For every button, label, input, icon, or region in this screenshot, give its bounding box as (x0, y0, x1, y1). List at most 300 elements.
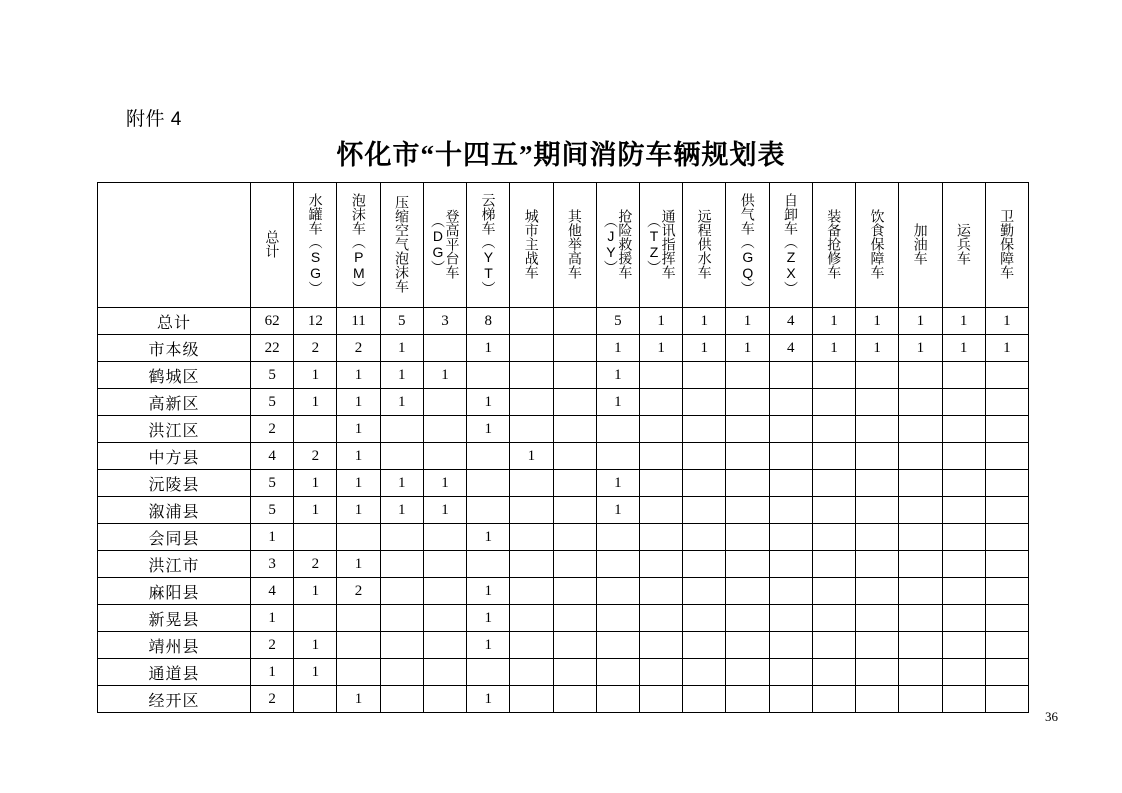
table-cell: 62 (251, 308, 294, 335)
table-cell (985, 551, 1028, 578)
table-cell (639, 659, 682, 686)
row-header-region: 靖州县 (98, 632, 251, 659)
table-cell (769, 443, 812, 470)
table-cell: 4 (769, 335, 812, 362)
table-cell (510, 686, 553, 713)
table-cell: 1 (251, 524, 294, 551)
table-cell (899, 362, 942, 389)
table-cell (899, 470, 942, 497)
table-cell: 1 (467, 524, 510, 551)
column-header-total (251, 183, 294, 308)
table-cell: 1 (596, 335, 639, 362)
table-cell (942, 416, 985, 443)
table-cell (942, 497, 985, 524)
column-header-remote-water-supply-label: 远程供水车 (696, 208, 713, 279)
table-cell: 1 (683, 335, 726, 362)
column-header-catering-support-label: 饮食保障车 (869, 208, 886, 279)
table-cell: 1 (510, 443, 553, 470)
table-cell: 1 (899, 335, 942, 362)
column-header-logistics-support (985, 183, 1028, 308)
table-cell: 1 (337, 470, 380, 497)
row-header-region: 鹤城区 (98, 362, 251, 389)
table-cell (942, 578, 985, 605)
table-cell: 5 (251, 362, 294, 389)
table-cell: 1 (812, 335, 855, 362)
table-cell: 1 (467, 605, 510, 632)
table-row (98, 470, 1029, 497)
table-cell (639, 416, 682, 443)
table-row (98, 308, 1029, 335)
table-cell (942, 659, 985, 686)
table-cell: 1 (726, 335, 769, 362)
table-cell: 2 (294, 335, 337, 362)
table-cell: 4 (769, 308, 812, 335)
table-cell: 1 (294, 470, 337, 497)
table-cell (553, 578, 596, 605)
table-row (98, 659, 1029, 686)
column-header-city-main-battle (510, 183, 553, 308)
table-cell (942, 389, 985, 416)
table-cell (683, 416, 726, 443)
table-cell: 1 (380, 497, 423, 524)
table-cell (596, 578, 639, 605)
table-cell (553, 686, 596, 713)
table-cell (942, 605, 985, 632)
row-header-region: 经开区 (98, 686, 251, 713)
table-cell (726, 524, 769, 551)
table-cell (423, 659, 466, 686)
table-cell: 1 (467, 632, 510, 659)
table-cell (899, 551, 942, 578)
table-cell (726, 632, 769, 659)
column-header-air-supply (726, 183, 769, 308)
table-row (98, 686, 1029, 713)
table-cell: 1 (294, 497, 337, 524)
plan-table-container (97, 182, 1029, 713)
table-cell: 1 (467, 686, 510, 713)
table-row (98, 389, 1029, 416)
table-cell (639, 605, 682, 632)
table-cell: 3 (423, 308, 466, 335)
table-cell: 1 (639, 335, 682, 362)
table-cell (683, 470, 726, 497)
table-cell (380, 578, 423, 605)
table-cell: 22 (251, 335, 294, 362)
table-cell (553, 389, 596, 416)
table-cell (812, 416, 855, 443)
table-cell (337, 632, 380, 659)
table-cell (985, 416, 1028, 443)
table-cell: 1 (380, 362, 423, 389)
table-cell (812, 551, 855, 578)
table-row (98, 335, 1029, 362)
row-header-region: 麻阳县 (98, 578, 251, 605)
table-cell (553, 470, 596, 497)
table-cell (683, 686, 726, 713)
table-cell (380, 443, 423, 470)
table-cell: 2 (337, 578, 380, 605)
table-cell (380, 632, 423, 659)
table-cell (553, 551, 596, 578)
column-header-aerial-platform (423, 183, 466, 308)
table-cell (294, 416, 337, 443)
table-cell (985, 497, 1028, 524)
table-cell (812, 578, 855, 605)
table-cell (899, 659, 942, 686)
table-cell (510, 524, 553, 551)
table-cell (337, 524, 380, 551)
attachment-label: 附件 4 (126, 109, 182, 130)
table-cell (294, 605, 337, 632)
table-cell (553, 416, 596, 443)
table-cell (639, 632, 682, 659)
table-cell (812, 497, 855, 524)
table-cell: 1 (337, 443, 380, 470)
table-cell (683, 632, 726, 659)
table-cell: 1 (294, 659, 337, 686)
table-cell (683, 497, 726, 524)
table-cell (337, 605, 380, 632)
column-header-compressed-air-foam (380, 183, 423, 308)
table-cell (467, 659, 510, 686)
table-cell (856, 416, 899, 443)
table-cell (510, 308, 553, 335)
table-cell (769, 551, 812, 578)
column-header-rescue-label: 抢险救援车（JY） (602, 208, 634, 279)
table-cell: 1 (337, 551, 380, 578)
table-cell: 1 (985, 335, 1028, 362)
table-cell: 2 (251, 632, 294, 659)
column-header-tanker-label: 水罐车（SG） (307, 192, 324, 295)
table-cell (769, 362, 812, 389)
column-header-ladder (467, 183, 510, 308)
table-cell (510, 632, 553, 659)
table-cell (726, 470, 769, 497)
table-cell: 1 (294, 362, 337, 389)
table-cell (726, 659, 769, 686)
page-number: 36 (1045, 709, 1058, 724)
table-cell (942, 362, 985, 389)
table-cell (985, 524, 1028, 551)
row-header-region: 通道县 (98, 659, 251, 686)
table-cell: 1 (294, 632, 337, 659)
table-cell (423, 335, 466, 362)
table-cell (510, 362, 553, 389)
table-cell (856, 389, 899, 416)
table-cell (812, 686, 855, 713)
table-cell (294, 524, 337, 551)
table-cell (812, 659, 855, 686)
table-cell (856, 659, 899, 686)
table-cell (639, 686, 682, 713)
table-cell (856, 605, 899, 632)
table-cell (856, 686, 899, 713)
table-cell: 1 (683, 308, 726, 335)
table-cell (467, 497, 510, 524)
table-cell: 1 (423, 497, 466, 524)
table-cell: 1 (380, 335, 423, 362)
table-row (98, 605, 1029, 632)
table-cell (812, 389, 855, 416)
column-header-compressed-air-foam-label: 压缩空气泡沫车 (394, 194, 411, 293)
table-cell: 1 (596, 362, 639, 389)
table-cell (423, 524, 466, 551)
table-cell (899, 389, 942, 416)
table-cell (380, 524, 423, 551)
table-cell (812, 632, 855, 659)
table-cell (510, 551, 553, 578)
table-cell (423, 686, 466, 713)
table-cell (899, 524, 942, 551)
fire-vehicle-plan-table (97, 182, 1029, 713)
table-row (98, 416, 1029, 443)
table-cell (380, 605, 423, 632)
table-cell: 1 (942, 308, 985, 335)
table-cell: 1 (942, 335, 985, 362)
table-cell (510, 605, 553, 632)
table-cell (985, 605, 1028, 632)
table-cell: 1 (596, 497, 639, 524)
table-cell: 1 (294, 578, 337, 605)
table-cell (726, 416, 769, 443)
table-cell (596, 524, 639, 551)
table-cell: 5 (251, 470, 294, 497)
table-cell (856, 632, 899, 659)
table-cell (596, 632, 639, 659)
table-cell (769, 524, 812, 551)
table-cell (553, 605, 596, 632)
table-cell (553, 524, 596, 551)
table-cell (510, 578, 553, 605)
table-cell (899, 497, 942, 524)
row-header-region: 溆浦县 (98, 497, 251, 524)
table-cell (769, 470, 812, 497)
table-cell (423, 416, 466, 443)
table-cell (942, 443, 985, 470)
table-cell (856, 470, 899, 497)
table-row (98, 497, 1029, 524)
column-header-logistics-support-label: 卫勤保障车 (999, 208, 1016, 279)
table-cell (596, 416, 639, 443)
column-header-ladder-label: 云梯车（YT） (480, 192, 497, 295)
table-cell: 11 (337, 308, 380, 335)
table-cell (812, 362, 855, 389)
table-cell: 12 (294, 308, 337, 335)
table-cell (639, 578, 682, 605)
table-cell (726, 497, 769, 524)
table-row (98, 578, 1029, 605)
column-header-troop-carrier-label: 运兵车 (955, 222, 972, 265)
column-header-aerial-platform-label: 登高平台车（DG） (429, 208, 461, 279)
table-cell (423, 632, 466, 659)
column-header-refueling-label: 加油车 (912, 222, 929, 265)
table-cell: 1 (337, 686, 380, 713)
table-cell (683, 605, 726, 632)
table-header-row (98, 183, 1029, 308)
table-row (98, 443, 1029, 470)
table-cell (294, 686, 337, 713)
column-header-equipment-repair-label: 装备抢修车 (826, 208, 843, 279)
table-cell (942, 686, 985, 713)
column-header-dump-truck (769, 183, 812, 308)
table-cell (380, 551, 423, 578)
table-cell: 2 (294, 443, 337, 470)
table-cell: 1 (337, 362, 380, 389)
table-cell (423, 605, 466, 632)
table-cell (639, 524, 682, 551)
column-header-tanker (294, 183, 337, 308)
table-cell (726, 362, 769, 389)
table-cell (856, 497, 899, 524)
table-body (98, 308, 1029, 713)
table-cell (639, 551, 682, 578)
row-header-region: 市本级 (98, 335, 251, 362)
table-cell: 1 (596, 470, 639, 497)
table-cell (899, 416, 942, 443)
table-cell: 1 (251, 659, 294, 686)
table-cell (683, 443, 726, 470)
table-cell (553, 443, 596, 470)
table-cell (899, 578, 942, 605)
table-cell (985, 659, 1028, 686)
table-cell: 5 (380, 308, 423, 335)
table-cell: 8 (467, 308, 510, 335)
table-cell (942, 551, 985, 578)
table-cell (510, 335, 553, 362)
row-header-region: 洪江市 (98, 551, 251, 578)
table-cell (423, 389, 466, 416)
column-header-region (98, 183, 251, 308)
table-cell (553, 335, 596, 362)
column-header-refueling (899, 183, 942, 308)
table-cell (985, 470, 1028, 497)
table-cell (639, 470, 682, 497)
table-cell (812, 524, 855, 551)
table-cell (553, 497, 596, 524)
table-cell (812, 443, 855, 470)
table-cell (769, 632, 812, 659)
table-cell (639, 389, 682, 416)
table-cell (769, 497, 812, 524)
table-cell: 2 (294, 551, 337, 578)
table-cell: 1 (337, 416, 380, 443)
table-cell (769, 416, 812, 443)
table-cell: 5 (596, 308, 639, 335)
table-cell (683, 659, 726, 686)
table-cell (985, 389, 1028, 416)
table-cell (596, 443, 639, 470)
table-cell (467, 362, 510, 389)
table-cell (683, 524, 726, 551)
table-cell (596, 605, 639, 632)
table-cell: 1 (337, 497, 380, 524)
table-cell: 1 (985, 308, 1028, 335)
table-cell (985, 362, 1028, 389)
table-cell: 1 (337, 389, 380, 416)
row-header-region: 中方县 (98, 443, 251, 470)
page-title: 怀化市“十四五”期间消防车辆规划表 (336, 140, 786, 170)
table-cell: 3 (251, 551, 294, 578)
table-cell: 1 (467, 389, 510, 416)
column-header-city-main-battle-label: 城市主战车 (523, 208, 540, 279)
table-cell (639, 362, 682, 389)
table-cell (726, 686, 769, 713)
table-cell (856, 551, 899, 578)
table-cell (812, 605, 855, 632)
table-cell (769, 389, 812, 416)
table-cell (596, 686, 639, 713)
column-header-air-supply-label: 供气车（GQ） (739, 192, 756, 295)
table-cell (899, 443, 942, 470)
table-cell (639, 443, 682, 470)
table-cell (380, 686, 423, 713)
table-cell (769, 659, 812, 686)
table-row (98, 632, 1029, 659)
table-cell (856, 443, 899, 470)
table-cell (942, 470, 985, 497)
table-cell (856, 578, 899, 605)
table-row (98, 551, 1029, 578)
table-cell (467, 443, 510, 470)
column-header-catering-support (856, 183, 899, 308)
table-cell (380, 659, 423, 686)
table-cell (769, 686, 812, 713)
table-cell: 1 (294, 389, 337, 416)
table-cell (726, 578, 769, 605)
table-cell (510, 416, 553, 443)
row-header-region: 沅陵县 (98, 470, 251, 497)
table-cell (510, 659, 553, 686)
table-cell (942, 524, 985, 551)
table-cell (510, 497, 553, 524)
table-cell (380, 416, 423, 443)
column-header-communication-command (639, 183, 682, 308)
table-cell: 1 (639, 308, 682, 335)
table-cell: 1 (726, 308, 769, 335)
table-cell: 4 (251, 443, 294, 470)
table-cell (726, 551, 769, 578)
table-cell: 1 (856, 308, 899, 335)
table-cell (423, 551, 466, 578)
table-cell: 1 (251, 605, 294, 632)
table-cell: 1 (380, 470, 423, 497)
table-cell: 4 (251, 578, 294, 605)
column-header-dump-truck-label: 自卸车（ZX） (783, 192, 799, 295)
table-row (98, 362, 1029, 389)
table-cell (553, 632, 596, 659)
table-cell (553, 659, 596, 686)
row-header-region: 洪江区 (98, 416, 251, 443)
table-cell: 2 (251, 416, 294, 443)
table-cell (639, 497, 682, 524)
table-cell (467, 470, 510, 497)
table-cell (510, 389, 553, 416)
table-cell: 1 (380, 389, 423, 416)
table-cell: 1 (596, 389, 639, 416)
table-cell: 2 (251, 686, 294, 713)
table-cell (899, 686, 942, 713)
column-header-troop-carrier (942, 183, 985, 308)
table-cell (683, 389, 726, 416)
table-row (98, 524, 1029, 551)
table-cell (726, 443, 769, 470)
table-cell (812, 470, 855, 497)
table-cell: 1 (423, 470, 466, 497)
table-cell (985, 632, 1028, 659)
column-header-foam (337, 183, 380, 308)
table-cell: 1 (467, 335, 510, 362)
table-cell (596, 551, 639, 578)
